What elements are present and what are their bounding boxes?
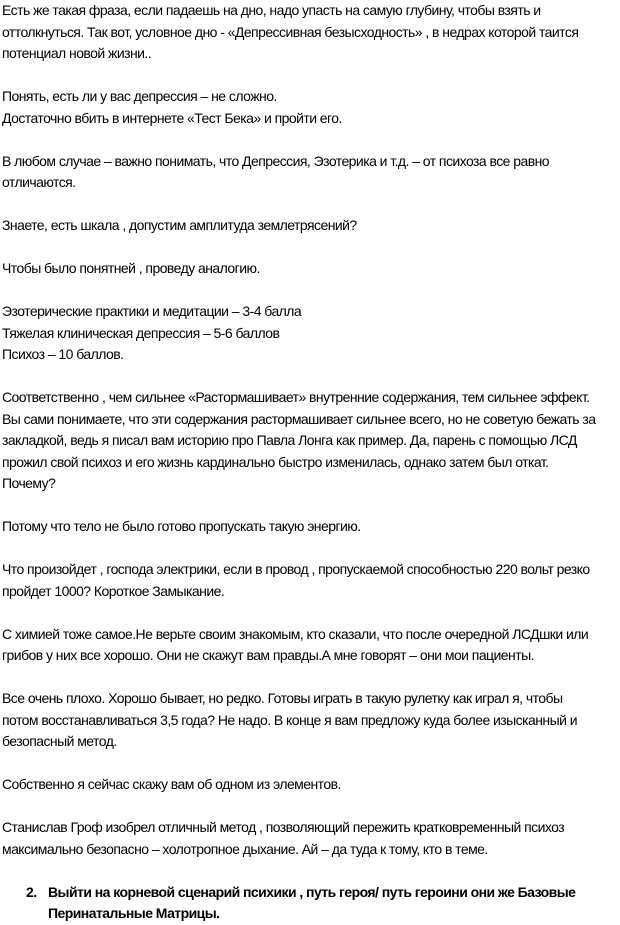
- text-line: оттолкнуться. Так вот, условное дно - «Депрессивная безысходность» , в недрах которой таится: [2, 23, 579, 40]
- paragraph-7: [2, 387, 614, 495]
- text-line: Психоз – 10 баллов.: [2, 346, 124, 362]
- text-line: безопасный метод.: [2, 733, 117, 749]
- list-number: 2.: [26, 883, 37, 900]
- paragraph-5: [2, 258, 614, 280]
- list-item-text: Перинатальные Матрицы.: [48, 905, 220, 921]
- text-line: Вы сами понимаете, что эти содержания растормашивает сильнее всего, но не советую бежать за: [2, 410, 596, 427]
- text-line: максимально безопасно – холотропное дыхание. Ай – да туда к тому, кто в теме.: [2, 840, 488, 857]
- paragraph-8: [2, 516, 614, 538]
- numbered-list-item: [2, 882, 614, 925]
- paragraph-11: [2, 688, 614, 753]
- text-line: Потому что тело не было готово пропускать такую энергию.: [2, 518, 361, 534]
- paragraph-10: [2, 624, 614, 667]
- text-line: В любом случае – важно понимать, что Депрессия, Эзотерика и т.д. – от психоза все равно: [2, 152, 550, 169]
- text-line: С химией тоже самое.Не верьте своим знакомым, кто сказали, что после очередной ЛСДшки или: [2, 625, 589, 642]
- text-line: Достаточно вбить в интернете «Тест Бека» и пройти его.: [2, 109, 342, 126]
- list-item-text: Выйти на корневой сценарий психики , путь героя/ путь героини они же Базовые: [48, 883, 576, 900]
- text-line: Собственно я сейчас скажу вам об одном из элементов.: [2, 776, 341, 792]
- text-line: отличаются.: [2, 174, 76, 190]
- text-line: Знаете, есть шкала , допустим амплитуда землетрясений?: [2, 217, 357, 233]
- text-line: потом восстанавливаться 3,5 года? Не надо. В конце я вам предложу куда более изысканный и: [2, 711, 577, 728]
- text-line: Что произойдет , господа электрики, если в провод , пропускаемой способностью 220 вольт резко: [2, 561, 590, 577]
- text-line: Есть же такая фраза, если падаешь на дно, надо упасть на самую глубину, чтобы взять и: [2, 2, 541, 18]
- text-line: закладкой, ведь я писал вам историю про Павла Лонга как пример. Да, парень с помощью ЛСД: [2, 432, 577, 448]
- document-body: [2, 0, 614, 925]
- text-line: потенциал новой жизни..: [2, 45, 152, 61]
- paragraph-4: [2, 215, 614, 237]
- text-line: грибов у них все хорошо. Они не скажут вам правды.А мне говорят – они мои пациенты.: [2, 647, 534, 663]
- paragraph-3: [2, 151, 614, 194]
- text-line: Эзотерические практики и медитации – 3-4 балла: [2, 303, 302, 319]
- text-line: пройдет 1000? Короткое Замыкание.: [2, 582, 225, 599]
- paragraph-9: [2, 559, 614, 602]
- paragraph-1: [2, 0, 614, 65]
- text-line: Тяжелая клиническая депрессия – 5-6 баллов: [2, 324, 280, 341]
- paragraph-2: [2, 86, 614, 129]
- text-line: Понять, есть ли у вас депрессия – не сложно.: [2, 88, 277, 104]
- paragraph-6-scale: [2, 301, 614, 366]
- text-line: прожил свой психоз и его жизнь кардинально быстро изменилась, однако затем был откат.: [2, 453, 549, 470]
- paragraph-13: [2, 817, 614, 860]
- text-line: Все очень плохо. Хорошо бывает, но редко. Готовы играть в такую рулетку как играл я, чтобы: [2, 690, 563, 706]
- paragraph-12: [2, 774, 614, 796]
- text-line: Почему?: [2, 475, 56, 491]
- text-line: Станислав Гроф изобрел отличный метод , позволяющий пережить кратковременный психоз: [2, 819, 565, 835]
- text-line: Чтобы было понятней , проведу аналогию.: [2, 260, 260, 276]
- text-line: Соответственно , чем сильнее «Растормашивает» внутренние содержания, тем сильнее эффект.: [2, 389, 590, 405]
